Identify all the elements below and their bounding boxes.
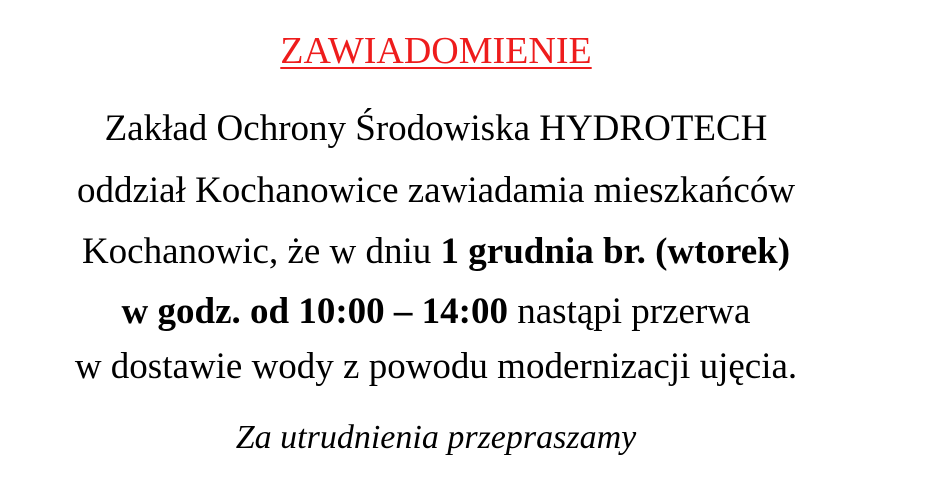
date-text: 1 grudnia br. (wtorek) [440, 231, 791, 272]
notice-line-date [0, 230, 872, 274]
notice-line-branch [0, 169, 872, 213]
notice-line-company [0, 107, 872, 151]
notice-line-reason [0, 345, 872, 389]
interruption-text: nastąpi przerwa [508, 291, 751, 332]
branch-text: oddział Kochanowice zawiadamia mieszkańców [76, 170, 796, 211]
notice-closing: Za utrudnienia przepraszamy [235, 419, 637, 456]
date-intro-text: Kochanowic, że w dniu [81, 231, 441, 272]
hours-text: w godz. od 10:00 – 14:00 [121, 291, 508, 332]
reason-text: w dostawie wody z powodu modernizacji ujęcia. [74, 346, 798, 387]
notice-title: ZAWIADOMIENIE [280, 30, 592, 72]
company-name-text: Zakład Ochrony Środowiska HYDROTECH [104, 108, 768, 149]
notice-line-hours [0, 290, 872, 334]
